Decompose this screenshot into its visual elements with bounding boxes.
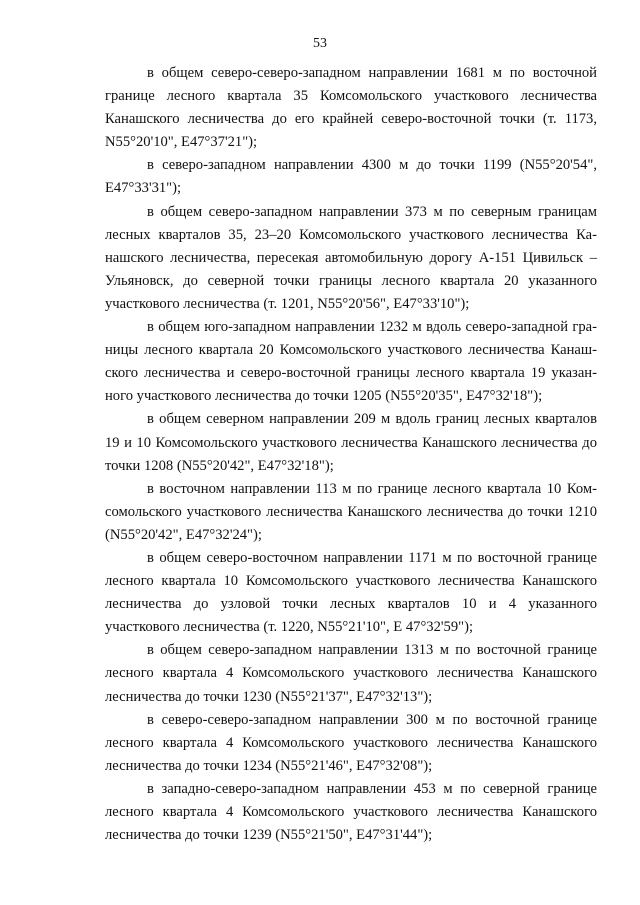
paragraph: в общем северном направлении 209 м вдоль границ лесных кварталов 19 и 10 Комсомольского участкового лесничества Канашского лесничества до точки 1208 (N55°20'42", E47°32'18"); [105,411,597,474]
paragraph: в западно-северо-западном направлении 453 м по северной границе лесного квартала 4 Комсомольского участкового лесничества Канашского лесничества до точки 1239 (N55°21'50", E47°31'44"); [105,780,597,844]
paragraph: в общем северо-западном направлении 1313 м по восточной границе лесного квартала 4 Комсомольского участкового лесничества Канашского лесничества до точки 1230 (N55°21'37", E47°32'13"); [105,642,597,705]
paragraph: в общем северо-северо-западном направлении 1681 м по восточной границе лесного квартала 35 Комсомольского участкового лесничества Канашского лесничества до его крайней северо-восточной точки (т. 1173, N55°20'10", E47°37'21"); [105,65,597,151]
paragraph: в общем северо-восточном направлении 1171 м по восточной границе лесного квартала 10 Комсомольского участкового лесничества Канашского лесничества до узловой точки лесных кварталов 10 и 4 указанного участкового лесничества (т. 1220, N55°21'10", E 47°32'59"); [105,549,597,636]
paragraph: в северо-западном направлении 4300 м до точки 1199 (N55°20'54", E47°33'31"); [105,157,597,197]
page-number: 53 [313,36,327,51]
paragraph: в северо-северо-западном направлении 300 м по восточной границе лесного квартала 4 Комсомольского участкового лесничества Канашского лесничества до точки 1234 (N55°21'46", E47°32'08"); [105,711,597,774]
paragraph: в общем северо-западном направлении 373 м по северным границам лесных кварталов 35, 23–20 Комсомольского участкового лесничества Канашского лесничества, пересекая автомобильную дорогу А-151 Цивильск – Ульяновск, до северной точки границы лесного квартала 20 указанного участкового лесничества (т. 1201, N55°20'56", E47°33'10"); [105,203,597,312]
paragraph: в восточном направлении 113 м по границе лесного квартала 10 Комсомольского участкового лесничества Канашского лесничества до точки 1210 (N55°20'42", E47°32'24"); [105,480,597,543]
body-text [105,62,597,847]
paragraph: в общем юго-западном направлении 1232 м вдоль северо-западной границы лесного квартала 20 Комсомольского участкового лесничества Канашского лесничества и северо-восточной границы лесного квартала 19 указанного участкового лесничества до точки 1205 (N55°20'35", E47°32'18"); [105,319,597,405]
